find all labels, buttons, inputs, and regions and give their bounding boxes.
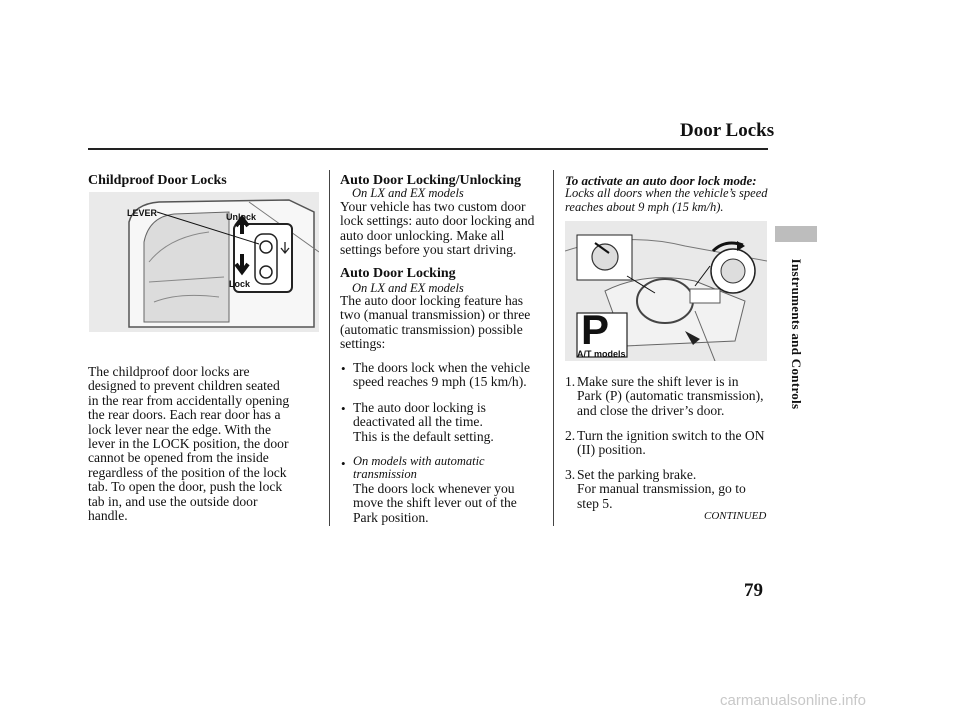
activate-heading: To activate an auto door lock mode: xyxy=(565,173,757,188)
body-line: designed to prevent children seated xyxy=(88,378,280,394)
body-line: in the rear from accidentally opening xyxy=(88,392,290,408)
setting-deactivated xyxy=(353,401,494,444)
section-tab xyxy=(775,226,817,242)
body-line: deactivated all the time. xyxy=(353,414,483,430)
body-line: settings: xyxy=(340,336,386,352)
body-line: The childproof door locks are xyxy=(88,364,250,379)
step-2-text xyxy=(577,429,765,458)
setting-speed-lock xyxy=(353,361,530,390)
body-line: handle. xyxy=(88,508,128,524)
intro-line: Locks all doors when the vehicle’s speed xyxy=(565,186,768,200)
body-line: lock lever near the edge. With the xyxy=(88,421,272,437)
column-divider-1 xyxy=(329,170,330,526)
door-illustration xyxy=(89,192,319,332)
note-line: transmission xyxy=(353,467,417,481)
step-line: step 5. xyxy=(577,495,613,511)
bullet-dot: • xyxy=(341,401,346,416)
body-line: The doors lock whenever you xyxy=(353,481,515,496)
body-line: regardless of the position of the lock xyxy=(88,464,287,480)
bullet-dot: • xyxy=(341,456,346,471)
step-2-number: 2. xyxy=(565,428,576,443)
body-line: lever in the LOCK position, the door xyxy=(88,436,289,452)
step-line: (II) position. xyxy=(577,442,646,458)
step-line: Set the parking brake. xyxy=(577,467,697,482)
auto-lock-unlock-heading: Auto Door Locking/Unlocking xyxy=(340,173,521,188)
lock-label: Lock xyxy=(229,279,251,289)
setting-park-lock xyxy=(353,482,517,525)
at-models-label: A/T models xyxy=(577,349,626,359)
page-title: Door Locks xyxy=(680,120,775,141)
auto-lock-settings xyxy=(340,294,530,352)
body-line: The auto door locking feature has xyxy=(340,293,524,308)
column-divider-2 xyxy=(553,170,554,526)
at-models-note xyxy=(353,455,485,481)
section-side-label-text: Instruments and Controls xyxy=(789,258,804,410)
section-side-label xyxy=(781,254,811,414)
body-line: cannot be opened from the inside xyxy=(88,450,269,466)
auto-lock-heading: Auto Door Locking xyxy=(340,266,456,281)
step-3-text xyxy=(577,468,746,511)
body-line: lock settings: auto door locking and xyxy=(340,213,535,229)
body-line: move the shift lever out of the xyxy=(353,495,517,511)
model-note-1: On LX and EX models xyxy=(352,186,464,200)
activate-intro xyxy=(565,187,768,214)
childproof-heading: Childproof Door Locks xyxy=(88,173,227,188)
page-number: 79 xyxy=(744,580,763,601)
body-line: The auto door locking is xyxy=(353,400,486,415)
door-illustration-drawing xyxy=(89,192,319,332)
model-note-2: On LX and EX models xyxy=(352,281,464,295)
body-line: Your vehicle has two custom door xyxy=(340,199,526,214)
unlock-label: Unlock xyxy=(226,212,257,222)
step-1-number: 1. xyxy=(565,374,576,389)
step-1-text xyxy=(577,375,764,418)
header-rule xyxy=(88,148,768,150)
step-line: Make sure the shift lever is in xyxy=(577,374,739,389)
step-line: For manual transmission, go to xyxy=(577,481,746,497)
park-symbol: P xyxy=(581,306,610,353)
watermark: carmanualsonline.info xyxy=(720,692,866,709)
step-line: and close the driver’s door. xyxy=(577,402,725,418)
body-line: Park position. xyxy=(353,509,429,525)
intro-line: reaches about 9 mph (15 km/h). xyxy=(565,199,724,214)
body-line: The doors lock when the vehicle xyxy=(353,360,531,375)
dashboard-illustration xyxy=(565,221,767,361)
body-line: speed reaches 9 mph (15 km/h). xyxy=(353,374,527,390)
auto-lock-intro xyxy=(340,200,534,258)
step-line: Turn the ignition switch to the ON xyxy=(577,428,765,443)
step-3-number: 3. xyxy=(565,467,576,482)
note-line: On models with automatic xyxy=(353,454,485,468)
body-line: This is the default setting. xyxy=(353,428,494,444)
body-line: two (manual transmission) or three xyxy=(340,307,531,323)
body-line: (automatic transmission) possible xyxy=(340,321,523,337)
body-line: settings before you start driving. xyxy=(340,242,517,258)
body-line: auto door unlocking. Make all xyxy=(340,227,505,243)
bullet-dot: • xyxy=(341,361,346,376)
lever-label: LEVER xyxy=(127,208,158,218)
childproof-body xyxy=(88,365,289,523)
body-line: the rear doors. Each rear door has a xyxy=(88,407,281,423)
step-line: Park (P) (automatic transmission), xyxy=(577,388,764,404)
body-line: tab. To open the door, push the lock xyxy=(88,479,283,495)
body-line: tab in, and use the outside door xyxy=(88,493,258,509)
continued-label: CONTINUED xyxy=(704,510,767,522)
